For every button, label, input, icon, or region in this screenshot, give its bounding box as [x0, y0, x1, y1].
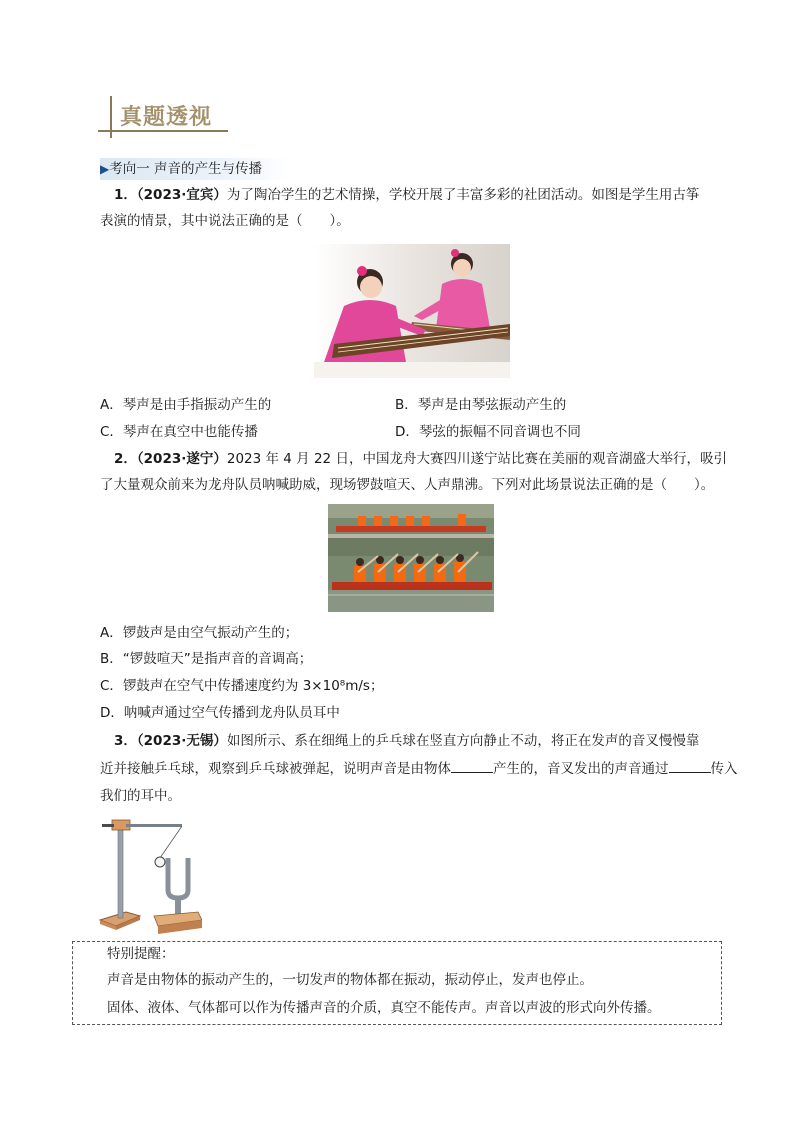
- special-reminder-box: [72, 941, 722, 1025]
- q3-text-3: 我们的耳中。: [100, 788, 181, 804]
- q3-number: 3．: [114, 733, 137, 749]
- q2-source: （2023·遂宁）: [136, 451, 227, 467]
- q1-option-d: D．琴弦的振幅不同音调也不同: [395, 424, 581, 440]
- q3-line-1: [100, 728, 720, 754]
- q2-text-1: 2023 年 4 月 22 日，中国龙舟大赛四川遂宁站比赛在美丽的观音湖盛大举行，吸引: [226, 451, 727, 467]
- q2-number: 2．: [114, 451, 137, 467]
- tuning-fork-figure: [96, 812, 202, 934]
- q2-option-c: C．锣鼓声在空气中传播速度约为 3×10⁸m/s；: [100, 678, 384, 694]
- q1-option-c: C．琴声在真空中也能传播: [100, 424, 258, 440]
- section-heading: [100, 158, 290, 180]
- triangle-bullet-icon: ▶: [100, 162, 110, 176]
- q3-source: （2023·无锡）: [136, 733, 227, 749]
- dragon-boat-photo: [328, 504, 494, 612]
- q3-text-2a: 近并接触乒乓球，观察到乒乓球被弹起，说明声音是由物体: [100, 761, 451, 777]
- tuning-fork-illustration: [96, 812, 202, 934]
- q3-line-3: [100, 783, 720, 809]
- answer-blank-1[interactable]: [451, 758, 493, 773]
- section-title-block: [98, 96, 228, 138]
- dragon-boat-illustration: [328, 504, 494, 612]
- section-heading-label: 考向一 声音的产生与传播: [109, 161, 263, 177]
- q1-line-2: [100, 208, 720, 234]
- q1-option-a: A．琴声是由手指振动产生的: [100, 397, 272, 413]
- answer-blank-2[interactable]: [669, 758, 711, 773]
- guzheng-photo: [314, 244, 510, 378]
- q3-text-2b: 产生的，音叉发出的声音通过: [493, 761, 669, 777]
- page-title: 真题透视: [120, 104, 213, 130]
- reminder-line-1: 声音是由物体的振动产生的，一切发声的物体都在振动，振动停止，发声也停止。: [107, 972, 593, 988]
- q3-text-1: 如图所示、系在细绳上的乒乓球在竖直方向静止不动，将正在发声的音叉慢慢靠: [226, 733, 700, 749]
- q2-text-2: 了大量观众前来为龙舟队员呐喊助威，现场锣鼓喧天、人声鼎沸。下列对此场景说法正确的是（ ）。: [100, 477, 715, 493]
- q2-option-a: A．锣鼓声是由空气振动产生的；: [100, 625, 299, 641]
- q1-source: （2023·宜宾）: [136, 187, 227, 203]
- q1-line-1: [100, 182, 720, 208]
- q1-option-b: B．琴声是由琴弦振动产生的: [395, 397, 567, 413]
- q2-option-d: D．呐喊声通过空气传播到龙舟队员耳中: [100, 705, 340, 721]
- q1-number: 1．: [114, 187, 137, 203]
- q2-line-2: [100, 472, 720, 498]
- reminder-title: 特别提醒：: [107, 946, 175, 962]
- reminder-line-2: 固体、液体、气体都可以作为传播声音的介质，真空不能传声。声音以声波的形式向外传播。: [107, 1000, 661, 1016]
- q1-text-2: 表演的情景，其中说法正确的是（ ）。: [100, 213, 350, 229]
- guzheng-illustration: [314, 244, 510, 378]
- q2-option-b: B．“锣鼓喧天”是指声音的音调高；: [100, 651, 313, 667]
- q1-text-1: 为了陶冶学生的艺术情操，学校开展了丰富多彩的社团活动。如图是学生用古筝: [226, 187, 700, 203]
- q2-line-1: [100, 446, 727, 472]
- q3-line-2: [100, 756, 738, 782]
- q3-text-2c: 传入: [710, 761, 738, 777]
